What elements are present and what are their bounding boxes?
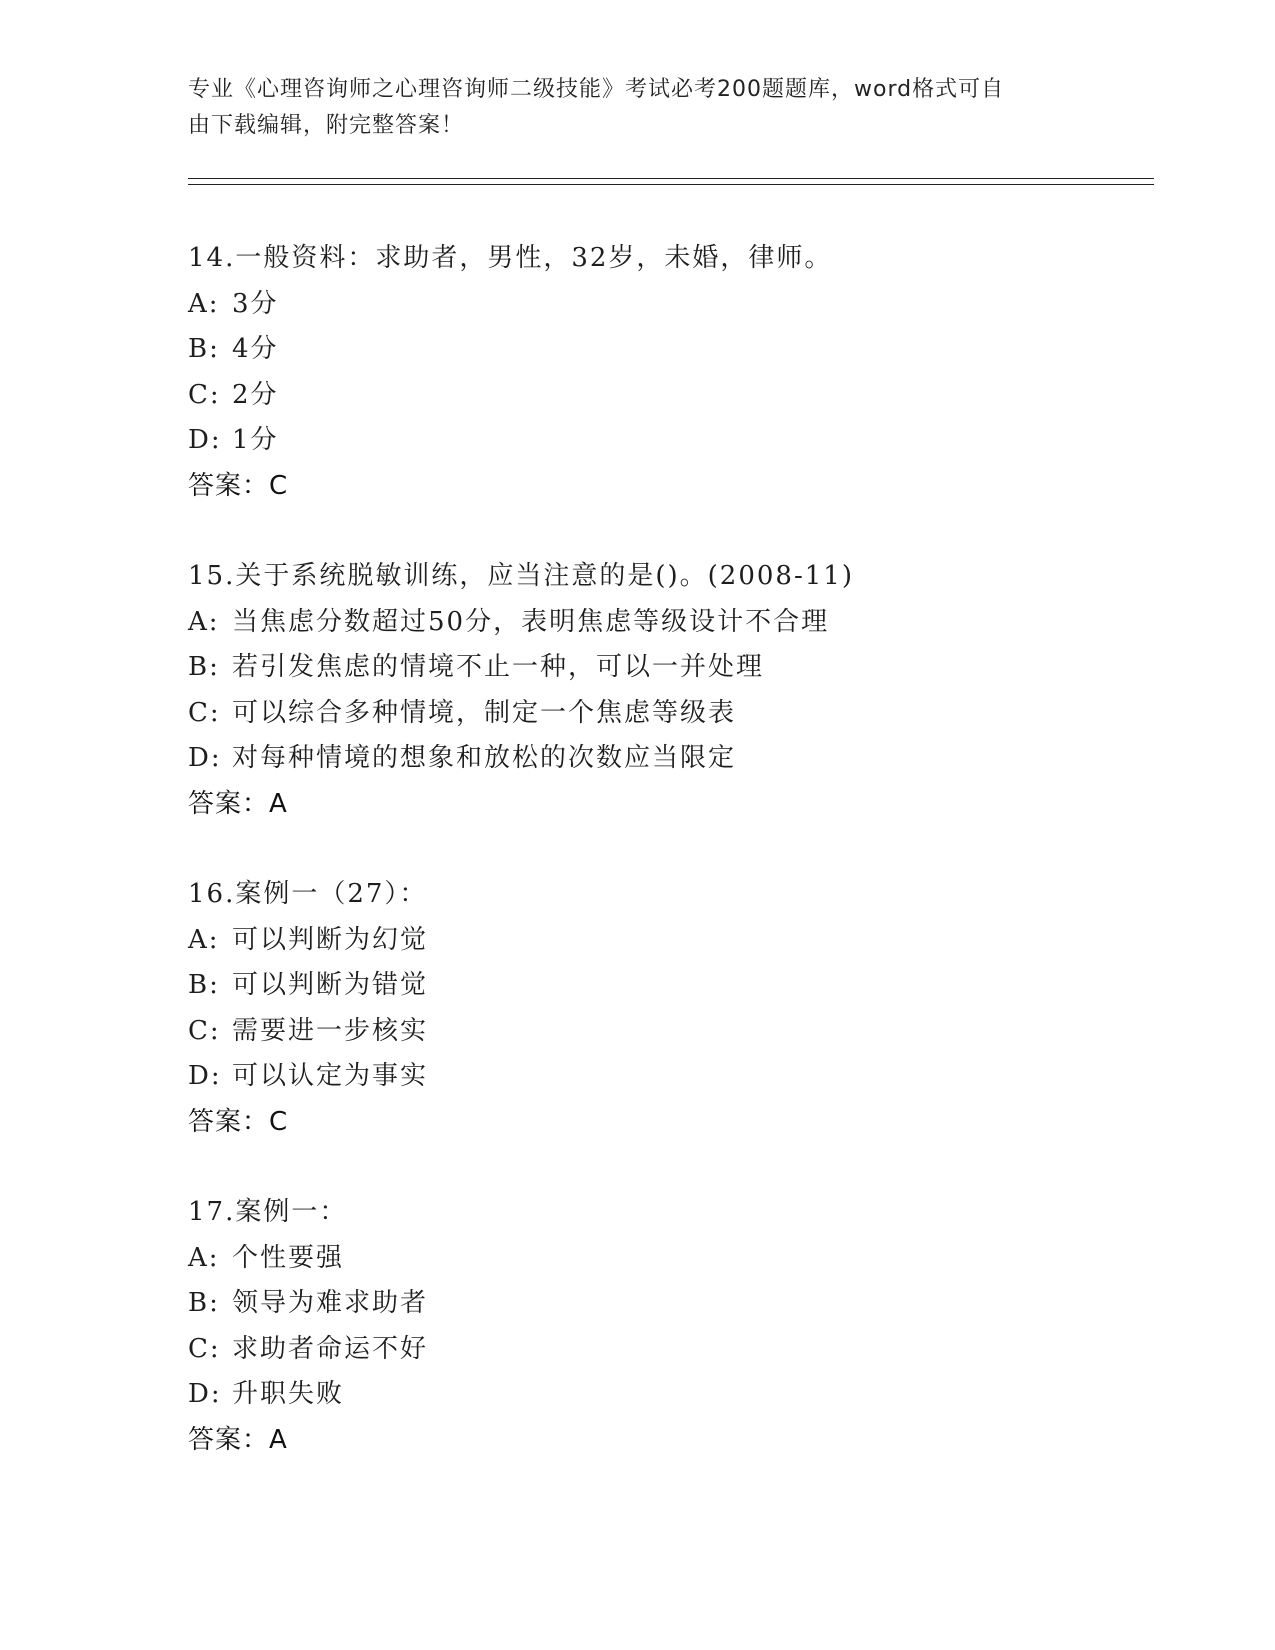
- option-d: [188, 736, 1168, 782]
- question-17: [188, 1190, 1168, 1463]
- header-divider-top: [188, 178, 1154, 179]
- option-text: 可以判断为错觉: [232, 970, 429, 1000]
- option-letter: D:: [188, 1379, 222, 1409]
- option-text: 升职失败: [232, 1379, 345, 1409]
- option-letter: D:: [188, 1061, 222, 1091]
- option-letter: C:: [188, 379, 221, 410]
- option-letter: A:: [188, 606, 220, 637]
- option-text: 4分: [232, 334, 279, 364]
- option-a: [188, 600, 1168, 646]
- option-letter: B:: [188, 970, 220, 1000]
- question-15: [188, 554, 1168, 827]
- document-header: [188, 72, 1068, 144]
- option-c: [188, 1327, 1168, 1373]
- question-stem: 16.案例一（27）：: [188, 879, 428, 909]
- option-c: [188, 691, 1168, 737]
- option-d: [188, 418, 1168, 464]
- option-text: 对每种情境的想象和放松的次数应当限定: [232, 743, 737, 773]
- header-divider-bottom: [188, 184, 1154, 185]
- question-list: [188, 236, 1168, 1508]
- answer-line: 答案：A: [188, 1424, 288, 1455]
- option-a: [188, 282, 1168, 328]
- option-b: [188, 327, 1168, 373]
- option-letter: C:: [188, 697, 221, 728]
- option-text: 3分: [232, 288, 279, 319]
- option-text: 可以综合多种情境，制定一个焦虑等级表: [232, 697, 737, 728]
- question-16: [188, 872, 1168, 1145]
- option-a: [188, 1236, 1168, 1282]
- option-text: 1分: [232, 425, 279, 455]
- option-text: 需要进一步核实: [232, 1015, 429, 1046]
- option-letter: D:: [188, 425, 222, 455]
- option-text: 领导为难求助者: [232, 1288, 429, 1318]
- option-text: 若引发焦虑的情境不止一种，可以一并处理: [232, 652, 765, 682]
- option-letter: C:: [188, 1333, 221, 1364]
- option-text: 个性要强: [232, 1242, 345, 1273]
- header-line-1: 专业《心理咨询师之心理咨询师二级技能》考试必考200题题库，word格式可自: [188, 77, 1005, 102]
- question-14: [188, 236, 1168, 509]
- option-letter: B:: [188, 334, 220, 364]
- option-b: [188, 645, 1168, 691]
- option-letter: A:: [188, 288, 220, 319]
- option-letter: C:: [188, 1015, 221, 1046]
- option-a: [188, 918, 1168, 964]
- option-letter: A:: [188, 924, 220, 955]
- option-c: [188, 1009, 1168, 1055]
- option-b: [188, 963, 1168, 1009]
- option-letter: A:: [188, 1242, 220, 1273]
- option-letter: D:: [188, 743, 222, 773]
- question-stem: 17.案例一：: [188, 1197, 348, 1227]
- option-text: 求助者命运不好: [232, 1333, 429, 1364]
- option-text: 2分: [232, 379, 279, 410]
- answer-line: 答案：C: [188, 470, 289, 501]
- option-text: 可以判断为幻觉: [232, 924, 429, 955]
- answer-line: 答案：A: [188, 788, 288, 819]
- option-d: [188, 1054, 1168, 1100]
- option-c: [188, 373, 1168, 419]
- header-line-2: 由下载编辑，附完整答案！: [188, 113, 465, 138]
- option-text: 当焦虑分数超过50分，表明焦虑等级设计不合理: [232, 606, 830, 637]
- question-stem: 14.一般资料：求助者，男性，32岁，未婚，律师。: [188, 243, 833, 273]
- option-d: [188, 1372, 1168, 1418]
- answer-line: 答案：C: [188, 1106, 289, 1137]
- option-letter: B:: [188, 1288, 220, 1318]
- option-letter: B:: [188, 652, 220, 682]
- option-text: 可以认定为事实: [232, 1061, 429, 1091]
- question-stem: 15.关于系统脱敏训练，应当注意的是()。(2008-11): [188, 561, 854, 591]
- option-b: [188, 1281, 1168, 1327]
